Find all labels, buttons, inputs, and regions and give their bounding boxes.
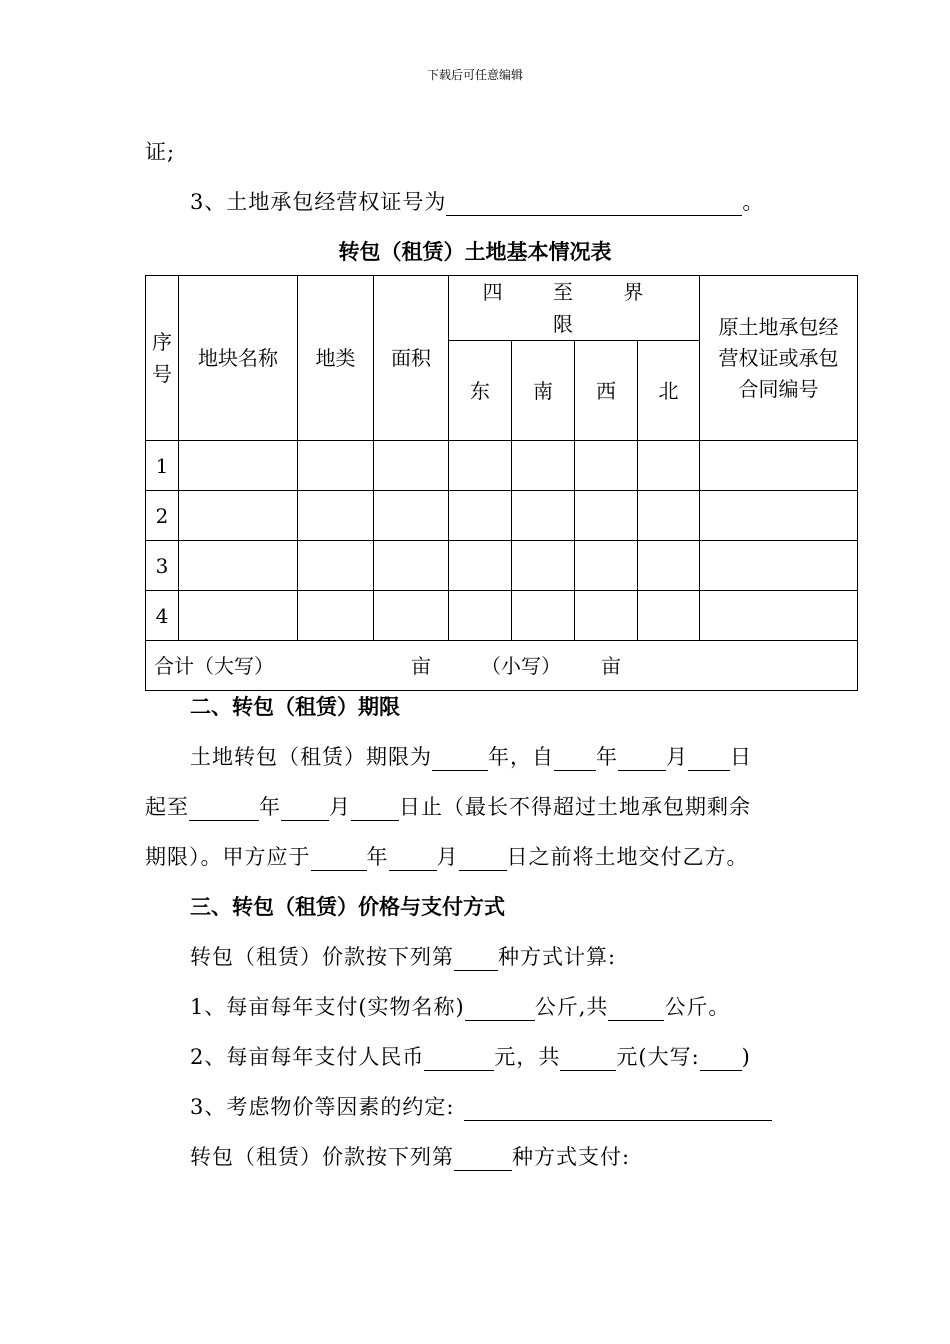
cell[interactable]	[575, 591, 638, 641]
price-factor-field[interactable]	[464, 1100, 772, 1121]
table-row	[146, 591, 858, 641]
header-plot-name: 地块名称	[179, 276, 298, 441]
cell[interactable]	[449, 591, 512, 641]
start-year-field[interactable]	[554, 750, 596, 771]
header-west: 西	[575, 341, 638, 441]
row-number: 3	[146, 541, 179, 591]
header-area: 面积	[374, 276, 449, 441]
cell[interactable]	[700, 591, 858, 641]
option1-line: 1、每亩每年支付(实物名称) 公斤,共 公斤。	[190, 995, 731, 1019]
cell[interactable]	[374, 441, 449, 491]
cert-number-line	[190, 186, 764, 216]
cell[interactable]	[512, 441, 575, 491]
rmb-capital-field[interactable]	[700, 1050, 742, 1071]
cell[interactable]	[298, 541, 374, 591]
table-row	[146, 441, 858, 491]
cell[interactable]	[298, 491, 374, 541]
total-row	[146, 641, 858, 691]
end-day-field[interactable]	[351, 800, 399, 821]
cell[interactable]	[638, 541, 700, 591]
total-label: 合计（大写）	[154, 653, 274, 678]
term-line3: 期限）。甲方应于 年 月 日之前将土地交付乙方。	[145, 845, 749, 869]
cell[interactable]	[575, 541, 638, 591]
end-month-field[interactable]	[281, 800, 329, 821]
total-cell	[146, 641, 858, 691]
cell[interactable]	[374, 541, 449, 591]
row-number: 2	[146, 491, 179, 541]
land-info-table	[145, 275, 858, 691]
page-header-note: 下载后可任意编辑	[426, 68, 523, 82]
calc-method-line: 转包（租赁）价款按下列第 种方式计算:	[190, 945, 617, 969]
term-years-field[interactable]	[432, 750, 488, 771]
cell[interactable]	[575, 491, 638, 541]
cert-label: 3、土地承包经营权证号为	[190, 190, 447, 214]
term-line1: 土地转包（租赁）期限为 年，自 年 月 日	[190, 745, 752, 769]
cell[interactable]	[298, 441, 374, 491]
header-land-type: 地类	[298, 276, 374, 441]
header-north: 北	[638, 341, 700, 441]
payment-method-line: 转包（租赁）价款按下列第 种方式支付:	[190, 1145, 631, 1169]
cell[interactable]	[638, 491, 700, 541]
intro-line1: 证;	[145, 140, 176, 164]
kind-total-field[interactable]	[608, 1000, 664, 1021]
cell[interactable]	[512, 541, 575, 591]
cell[interactable]	[179, 491, 298, 541]
row-number: 4	[146, 591, 179, 641]
cell[interactable]	[512, 491, 575, 541]
header-east: 东	[449, 341, 512, 441]
cell[interactable]	[700, 541, 858, 591]
option3-line: 3、考虑物价等因素的约定:	[190, 1091, 772, 1121]
start-month-field[interactable]	[618, 750, 666, 771]
section3-heading: 三、转包（租赁）价格与支付方式	[190, 895, 505, 919]
cell[interactable]	[374, 591, 449, 641]
option2-line: 2、每亩每年支付人民币 元，共 元(大写: )	[190, 1045, 751, 1069]
row-number: 1	[146, 441, 179, 491]
cell[interactable]	[449, 491, 512, 541]
delivery-year-field[interactable]	[311, 850, 367, 871]
cell[interactable]	[374, 491, 449, 541]
cell[interactable]	[179, 541, 298, 591]
table-title: 转包（租赁）土地基本情况表	[338, 240, 612, 264]
cell[interactable]	[179, 441, 298, 491]
header-boundary: 四 至 界 限	[449, 276, 700, 341]
cell[interactable]	[638, 591, 700, 641]
rmb-per-mu-field[interactable]	[424, 1050, 494, 1071]
cert-number-field[interactable]	[446, 195, 742, 216]
cell[interactable]	[700, 491, 858, 541]
start-day-field[interactable]	[688, 750, 730, 771]
cell[interactable]	[700, 441, 858, 491]
cell[interactable]	[179, 591, 298, 641]
header-seq: 序 号	[146, 276, 179, 441]
delivery-day-field[interactable]	[459, 850, 507, 871]
cell[interactable]	[638, 441, 700, 491]
payment-method-field[interactable]	[454, 1150, 512, 1171]
term-line2: 起至 年 月 日止（最长不得超过土地承包期剩余	[145, 795, 751, 819]
total-small-label: （小写）	[481, 653, 561, 678]
rmb-total-field[interactable]	[560, 1050, 616, 1071]
total-unit-mu: 亩	[411, 653, 431, 678]
kind-per-mu-field[interactable]	[465, 1000, 535, 1021]
cell[interactable]	[449, 541, 512, 591]
delivery-month-field[interactable]	[389, 850, 437, 871]
total-unit-mu-small: 亩	[601, 653, 621, 678]
calc-method-field[interactable]	[454, 950, 498, 971]
cell[interactable]	[298, 591, 374, 641]
cell[interactable]	[512, 591, 575, 641]
cell[interactable]	[449, 441, 512, 491]
table-row	[146, 491, 858, 541]
end-year-field[interactable]	[189, 800, 259, 821]
section2-heading: 二、转包（租赁）期限	[190, 695, 400, 719]
cell[interactable]	[575, 441, 638, 491]
header-south: 南	[512, 341, 575, 441]
table-row	[146, 541, 858, 591]
cert-end: 。	[742, 190, 765, 214]
header-original-contract: 原土地承包经 营权证或承包 合同编号	[700, 276, 858, 441]
